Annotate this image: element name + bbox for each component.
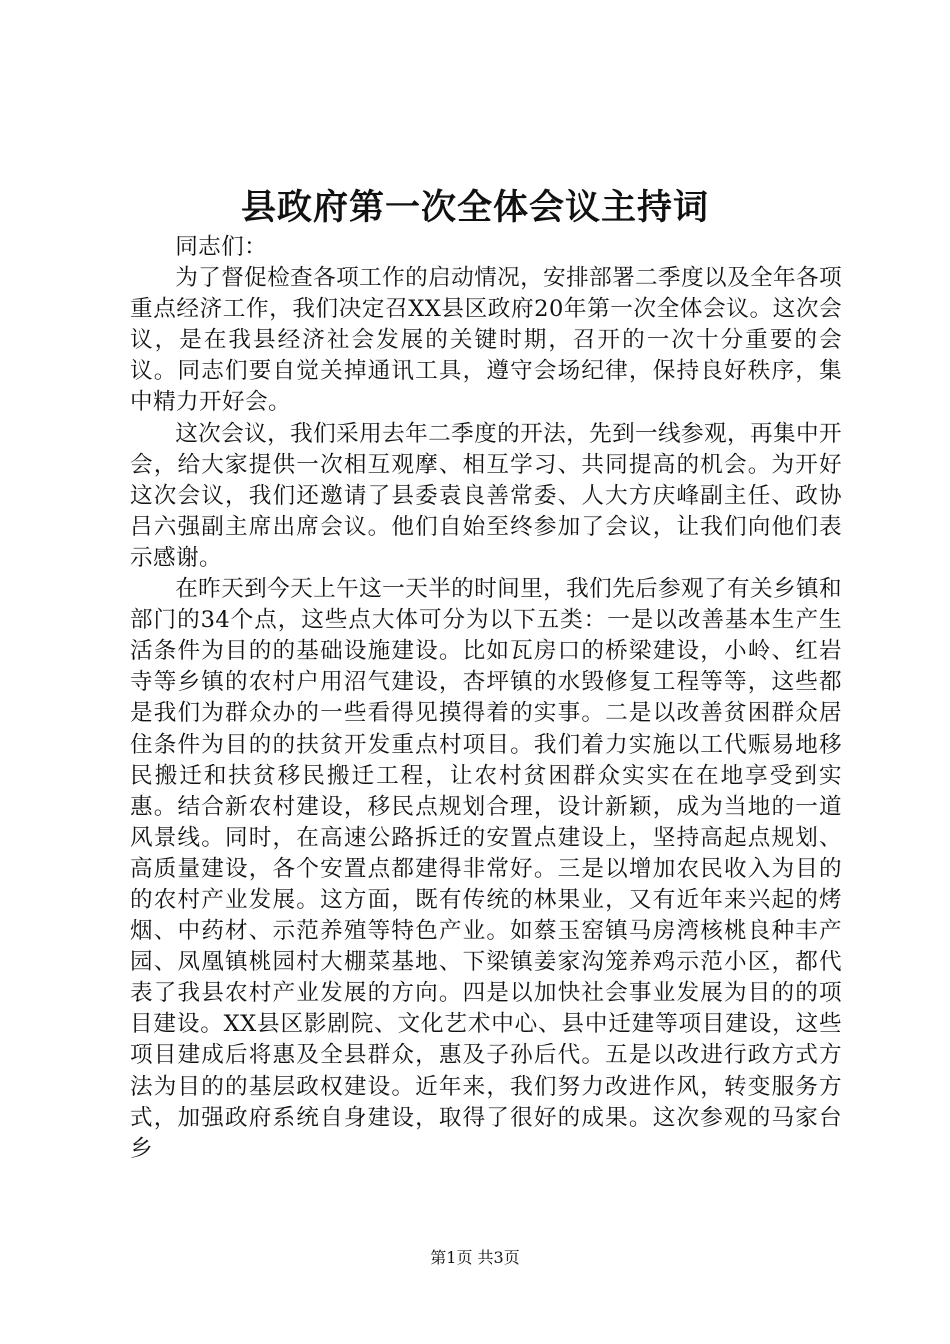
body-paragraph: 这次会议，我们采用去年二季度的开法，先到一线参观，再集中开会，给大家提供一次相互观摩、相互学习、共同提高的机会。为开好这次会议，我们还邀请了县委袁良善常委、人大方庆峰副主任、政协吕六强副主席出席会议。他们自始至终参加了会议，让我们向他们表示感谢。 xyxy=(130,420,843,571)
body-paragraph: 在昨天到今天上午这一天半的时间里，我们先后参观了有关乡镇和部门的34个点，这些点大体可分为以下五类：一是以改善基本生产生活条件为目的的基础设施建设。比如瓦房口的桥梁建设，小岭、红岩寺等乡镇的农村户用沼气建设，杏坪镇的水毁修复工程等等，这些都是我们为群众办的一些看得见摸得着的实事。二是以改善贫困群众居住条件为目的的扶贫开发重点村项目。我们着力实施以工代赈易地移民搬迁和扶贫移民搬迁工程，让农村贫困群众实实在在地享受到实惠。结合新农村建设，移民点规划合理，设计新颖，成为当地的一道风景线。同时，在高速公路拆迁的安置点建设上，坚持高起点规划、高质量建设，各个安置点都建得非常好。三是以增加农民收入为目的的农村产业发展。这方面，既有传统的林果业，又有近年来兴起的烤烟、中药材、示范养殖等特色产业。如蔡玉窑镇马房湾核桃良种丰产园、凤凰镇桃园村大棚菜基地、下梁镇姜家沟笼养鸡示范小区，都代表了我县农村产业发展的方向。四是以加快社会事业发展为目的的项目建设。XX县区影剧院、文化艺术中心、县中迁建等项目建设，这些项目建成后将惠及全县群众，惠及子孙后代。五是以改进行政方式方法为目的的基层政权建设。近年来，我们努力改进作风，转变服务方式，加强政府系统自身建设，取得了很好的成果。这次参观的马家台乡 xyxy=(130,576,843,1162)
document-body xyxy=(130,232,842,1165)
page-number-footer: 第1页 共3页 xyxy=(430,1248,520,1267)
salutation-paragraph: 同志们： xyxy=(175,234,268,260)
body-paragraph: 为了督促检查各项工作的启动情况，安排部署二季度以及全年各项重点经济工作，我们决定召XX县区政府20年第一次全体会议。这次会议，是在我县经济社会发展的关键时期，召开的一次十分重要的会议。同志们要自觉关掉通讯工具，遵守会场纪律，保持良好秩序，集中精力开好会。 xyxy=(130,265,843,416)
document-title: 县政府第一次全体会议主持词 xyxy=(240,187,709,228)
